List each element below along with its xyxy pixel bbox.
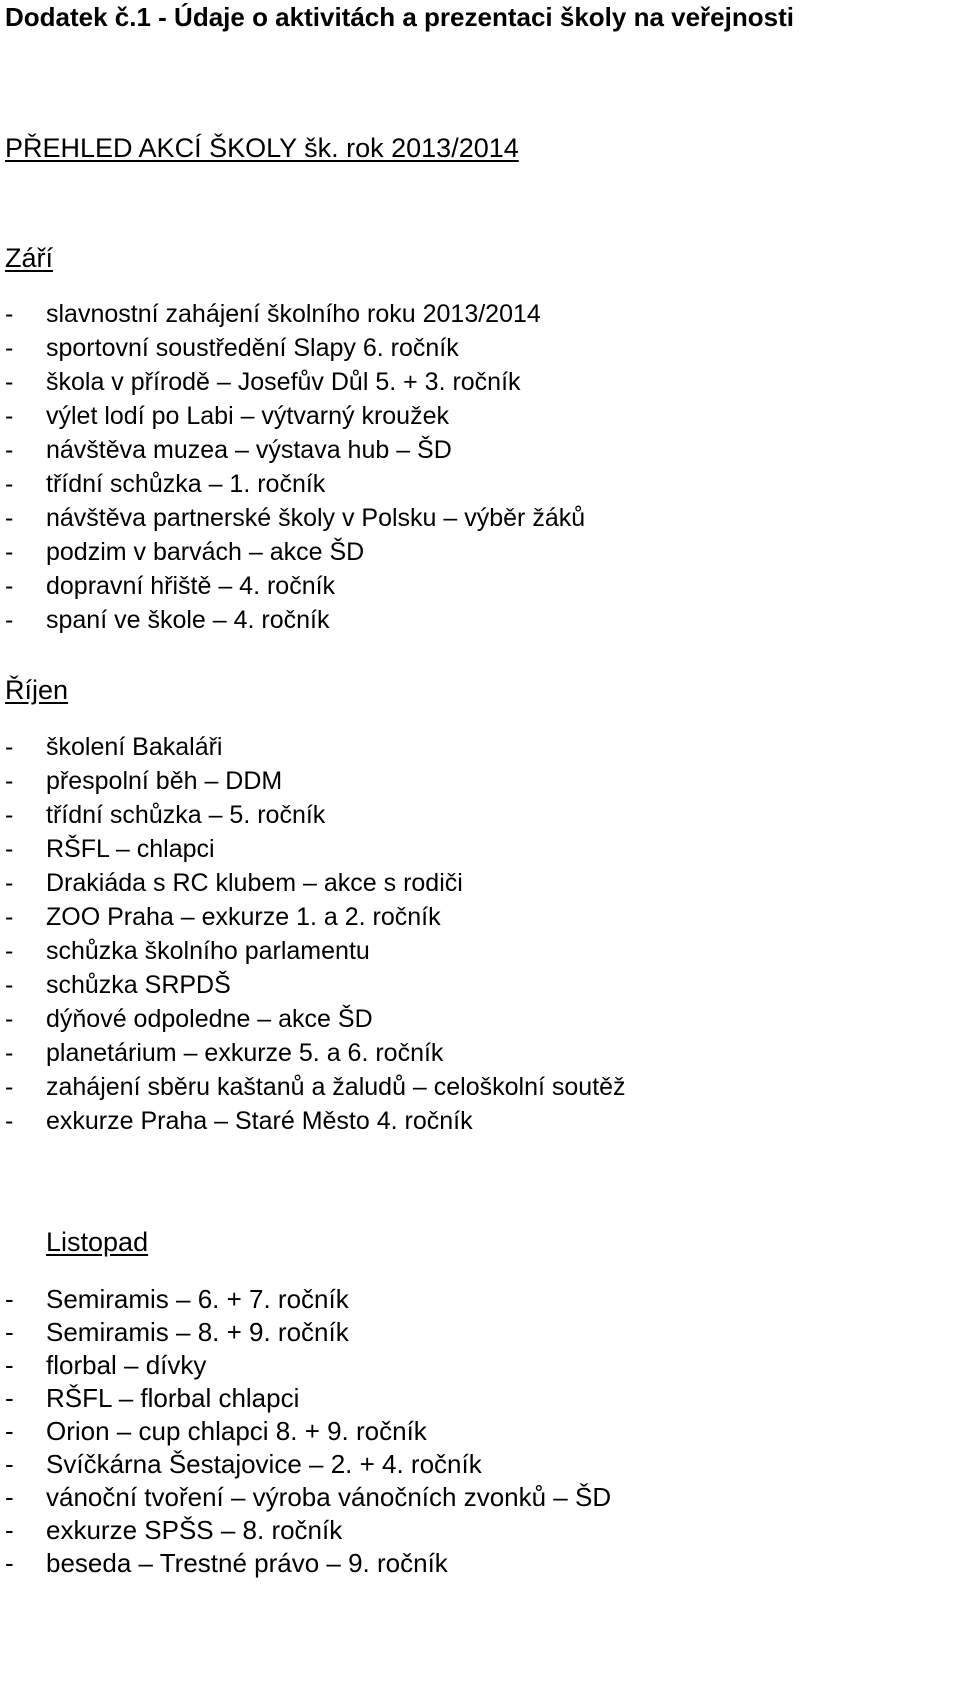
bullet-dash: - [5,606,14,634]
bullet-dash: - [5,368,14,396]
activity-text: spaní ve škole – 4. ročník [46,606,330,634]
bullet-dash: - [5,1107,14,1135]
bullet-dash: - [5,903,14,931]
bullet-dash: - [5,572,14,600]
activity-text: třídní schůzka – 1. ročník [46,470,326,498]
bullet-dash: - [5,937,14,965]
overview-heading: PŘEHLED AKCÍ ŠKOLY šk. rok 2013/2014 [5,133,519,163]
activity-text: Orion – cup chlapci 8. + 9. ročník [46,1416,427,1446]
bullet-dash: - [5,1416,14,1446]
activity-text: školení Bakaláři [46,733,223,761]
activity-text: slavnostní zahájení školního roku 2013/2014 [46,300,541,328]
bullet-dash: - [5,538,14,566]
activity-text: sportovní soustředění Slapy 6. ročník [46,334,459,362]
activity-text: podzim v barvách – akce ŠD [46,538,365,566]
bullet-dash: - [5,334,14,362]
activity-text: exkurze Praha – Staré Město 4. ročník [46,1107,473,1135]
activity-text: škola v přírodě – Josefův Důl 5. + 3. ročník [46,368,521,396]
bullet-dash: - [5,733,14,761]
bullet-dash: - [5,436,14,464]
activity-text: výlet lodí po Labi – výtvarný kroužek [46,402,449,430]
activity-text: beseda – Trestné právo – 9. ročník [46,1548,448,1578]
activity-text: Drakiáda s RC klubem – akce s rodiči [46,869,463,897]
bullet-dash: - [5,1482,14,1512]
activity-text: Svíčkárna Šestajovice – 2. + 4. ročník [46,1449,482,1479]
bullet-dash: - [5,1449,14,1479]
activity-text: návštěva muzea – výstava hub – ŠD [46,436,452,464]
bullet-dash: - [5,1005,14,1033]
bullet-dash: - [5,971,14,999]
activity-text: exkurze SPŠS – 8. ročník [46,1515,343,1545]
bullet-dash: - [5,504,14,532]
bullet-dash: - [5,835,14,863]
bullet-dash: - [5,1383,14,1413]
activity-text: florbal – dívky [46,1350,207,1380]
month-heading-zari: Září [5,243,54,273]
activity-text: vánoční tvoření – výroba vánočních zvonků – ŠD [46,1482,612,1512]
bullet-dash: - [5,1515,14,1545]
bullet-dash: - [5,1548,14,1578]
activity-text: dýňové odpoledne – akce ŠD [46,1005,373,1033]
bullet-dash: - [5,869,14,897]
activity-text: planetárium – exkurze 5. a 6. ročník [46,1039,444,1067]
activity-text: schůzka SRPDŠ [46,971,231,999]
bullet-dash: - [5,1039,14,1067]
activity-text: přespolní běh – DDM [46,767,283,795]
activity-text: RŠFL – chlapci [46,835,215,863]
month-heading-rijen: Říjen [5,675,69,705]
month-heading-listopad: Listopad [46,1227,149,1257]
bullet-dash: - [5,300,14,328]
bullet-dash: - [5,767,14,795]
activity-text: zahájení sběru kaštanů a žaludů – celoškolní soutěž [46,1073,626,1101]
activity-text: Semiramis – 8. + 9. ročník [46,1317,349,1347]
activity-text: Semiramis – 6. + 7. ročník [46,1284,349,1314]
bullet-dash: - [5,402,14,430]
document-title: Dodatek č.1 - Údaje o aktivitách a prezentaci školy na veřejnosti [5,2,794,32]
activity-text: schůzka školního parlamentu [46,937,370,965]
activity-text: ZOO Praha – exkurze 1. a 2. ročník [46,903,441,931]
activity-text: návštěva partnerské školy v Polsku – výběr žáků [46,504,586,532]
bullet-dash: - [5,470,14,498]
activity-text: dopravní hřiště – 4. ročník [46,572,336,600]
activity-text: třídní schůzka – 5. ročník [46,801,326,829]
bullet-dash: - [5,1284,14,1314]
bullet-dash: - [5,1350,14,1380]
activity-text: RŠFL – florbal chlapci [46,1383,300,1413]
bullet-dash: - [5,1317,14,1347]
bullet-dash: - [5,801,14,829]
bullet-dash: - [5,1073,14,1101]
